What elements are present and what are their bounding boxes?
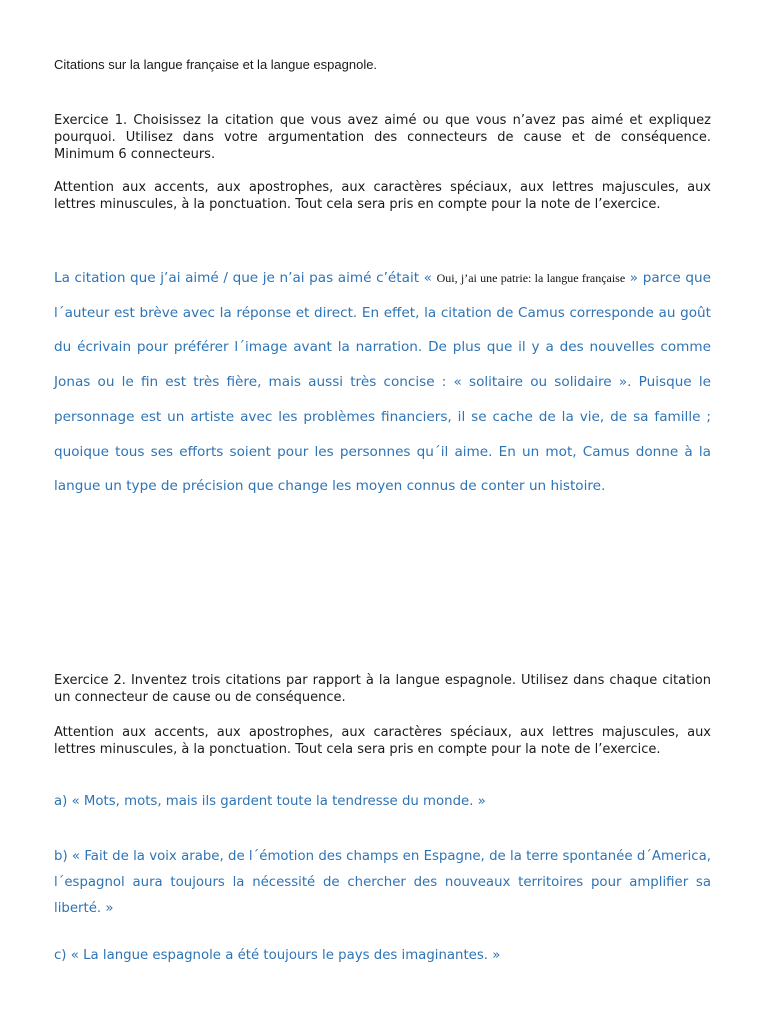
chosen-quote: Oui, j’ai une patrie: la langue française	[436, 271, 626, 285]
invented-quote-c: c) « La langue espagnole a été toujours le pays des imaginantes. »	[54, 948, 501, 963]
exercise1-attention-note: Attention aux accents, aux apostrophes, aux caractères spéciaux, aux lettres majuscules, aux lettres minuscules, à la ponctuation. Tout cela sera pris en compte pour la note de l’exercice.	[54, 180, 711, 212]
exercise1-answer	[54, 261, 711, 504]
answer-intro: La citation que j’ai aimé / que je n’ai pas aimé c’était «	[54, 270, 437, 286]
invented-quote-a: a) « Mots, mots, mais ils gardent toute la tendresse du monde. »	[54, 794, 486, 809]
answer-body: » parce que l´auteur est brève avec la réponse et direct. En effet, la citation de Camus corresponde au goût du écrivain pour préférer l´image avant la narration. De plus que il y a des nouvelles comme Jonas ou le fin est très fière, mais aussi très concise : « solitaire ou solidaire ». Puisque le personnage est un artiste avec les problèmes financiers, il se cache de la vie, de sa famille ; quoique tous ses efforts soient pour les personnes qu´il aime. En un mot, Camus donne à la langue un type de précision que change les moyen connus de conter un histoire.	[54, 270, 712, 495]
exercise1-instruction: Exercice 1. Choisissez la citation que vous avez aimé ou que vous n’avez pas aimé et expliquez pourquoi. Utilisez dans votre argumentation des connecteurs de cause et de conséquence. Minimum 6 connecteurs.	[54, 113, 711, 162]
exercise2-attention-note: Attention aux accents, aux apostrophes, aux caractères spéciaux, aux lettres majuscules, aux lettres minuscules, à la ponctuation. Tout cela sera pris en compte pour la note de l’exercice.	[54, 725, 711, 757]
invented-quote-b: b) « Fait de la voix arabe, de l´émotion des champs en Espagne, de la terre spontanée d´America, l´espagnol aura toujours la nécessité de chercher des nouveaux territoires pour amplifier sa liberté. »	[54, 849, 711, 916]
document-title: Citations sur la langue française et la langue espagnole.	[54, 57, 378, 72]
exercise2-instruction: Exercice 2. Inventez trois citations par rapport à la langue espagnole. Utilisez dans chaque citation un connecteur de cause ou de conséquence.	[54, 673, 711, 705]
